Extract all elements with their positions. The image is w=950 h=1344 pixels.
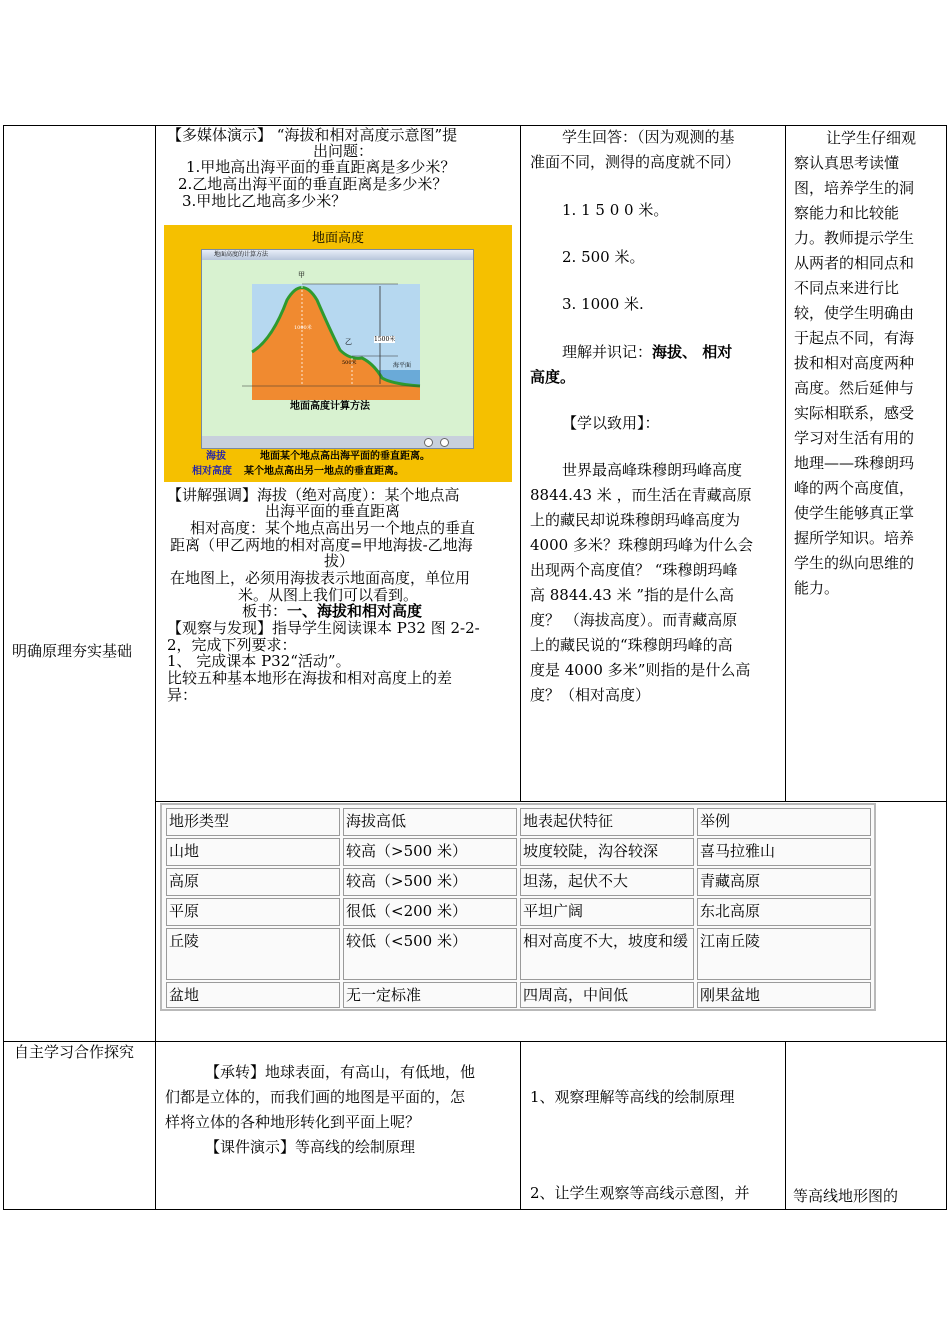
slide-window xyxy=(201,249,474,449)
stop-icon xyxy=(440,438,449,447)
table-cell: 较高（>500 米） xyxy=(343,868,517,896)
intent-line: 从两者的相同点和 xyxy=(794,254,915,272)
explain-line: 米。从图上我们可以看到。 xyxy=(238,586,419,604)
apply-line: 度？（相对高度） xyxy=(530,686,651,704)
answer-item: 3. 1000 米. xyxy=(562,295,644,313)
table-cell: 平坦广阔 xyxy=(520,898,694,926)
apply-line: 上的藏民说的“珠穆朗玛峰的高 xyxy=(530,636,733,654)
table-cell: 很低（<200 米） xyxy=(343,898,517,926)
question-item: 1.甲地高出海平面的垂直距离是多少米？ xyxy=(186,158,456,176)
intent-line: 较，使学生明确由 xyxy=(794,304,915,322)
apply-line: 世界最高峰珠穆朗玛峰高度 xyxy=(562,461,743,479)
observe-line: 2，完成下列要求： xyxy=(167,636,297,654)
section-label-2: 自主学习合作探究 xyxy=(14,1043,135,1061)
table-cell: 青藏高原 xyxy=(697,868,871,896)
window-titlebar: 地面高度的计算方法 xyxy=(202,250,473,260)
board-note xyxy=(242,602,422,620)
intent-line: 实际相联系，感受 xyxy=(794,404,915,422)
intent-line: 图，培养学生的洞 xyxy=(794,179,915,197)
answer-line: 学生回答：（因为观测的基 xyxy=(562,128,735,146)
label-yi: 乙 xyxy=(345,338,352,346)
intent-line: 让学生仔细观 xyxy=(826,129,917,147)
label-500: 500米 xyxy=(342,360,357,366)
apply-line: 度？ （海拔高度）。而青藏高原 xyxy=(530,611,738,629)
table-cell: 四周高，中间低 xyxy=(520,982,694,1008)
explain-line: 距离（甲乙两地的相对高度=甲地海拔-乙地海 xyxy=(170,536,473,554)
play-icon xyxy=(424,438,433,447)
label-1500: 1500米 xyxy=(374,336,396,343)
table-cell: 江南丘陵 xyxy=(697,928,871,980)
teacher-line: 【承转】地球表面，有高山，有低地，他 xyxy=(205,1063,476,1081)
answer-item: 2. 500 米。 xyxy=(562,248,645,266)
memo-terms-end: 高度。 xyxy=(530,368,576,386)
student-line: 2、让学生观察等高线示意图，并 xyxy=(530,1184,750,1202)
apply-line: 8844.43 米 ，而生活在青藏高原 xyxy=(530,486,752,504)
table-cell: 无一定标准 xyxy=(343,982,517,1008)
table-header-cell: 地形类型 xyxy=(166,808,340,836)
table-header-cell: 海拔高低 xyxy=(343,808,517,836)
student-line: 1、观察理解等高线的绘制原理 xyxy=(530,1088,735,1106)
apply-line: 出现两个高度值？ “珠穆朗玛峰 xyxy=(530,561,738,579)
teacher-line: 们都是立体的，而我们画的地图是平面的，怎 xyxy=(165,1088,466,1106)
figure-title: 地面高度 xyxy=(311,231,364,246)
intent-line: 学生的纵向思维的 xyxy=(794,554,915,572)
observe-line: 【观察与发现】指导学生阅读课本 P32 图 2-2- xyxy=(167,619,480,637)
explain-line: 【讲解强调】海拔（绝对高度）：某个地点高 xyxy=(167,486,460,504)
intent-line: 握所学知识。培养 xyxy=(794,529,915,547)
intent-line-2: 等高线地形图的 xyxy=(793,1187,899,1205)
multimedia-line: 出问题： xyxy=(313,142,374,160)
table-cell: 喜马拉雅山 xyxy=(697,838,871,866)
terrain-table xyxy=(160,803,876,1011)
table-cell: 刚果盆地 xyxy=(697,982,871,1008)
apply-line: 高 8844.43 米 ”指的是什么高 xyxy=(530,586,735,604)
memo-line xyxy=(562,343,732,361)
teacher-line: 样将立体的各种地形转化到平面上呢？ xyxy=(165,1113,421,1131)
table-cell: 平原 xyxy=(166,898,340,926)
label-jia: 甲 xyxy=(298,271,305,279)
table-cell: 坦荡，起伏不大 xyxy=(520,868,694,896)
memo-prefix: 理解并识记： xyxy=(562,343,653,361)
board-heading: 一、海拔和相对高度 xyxy=(287,602,423,620)
intent-line: 察能力和比较能 xyxy=(794,204,900,222)
intent-line: 使学生能够真正掌 xyxy=(794,504,915,522)
apply-heading: 【学以致用】： xyxy=(562,414,660,432)
section-label-1: 明确原理夯实基础 xyxy=(12,642,133,660)
explain-line: 相对高度：某个地点高出另一个地点的垂直 xyxy=(190,519,476,537)
observe-line: 异： xyxy=(167,686,198,704)
table-cell: 高原 xyxy=(166,868,340,896)
figure-caption: 地面高度计算方法 xyxy=(290,401,370,412)
def-text-altitude: 地面某个地点高出海平面的垂直距离。 xyxy=(260,451,430,462)
def-text-relative: 某个地点高出另一地点的垂直距离。 xyxy=(244,466,404,477)
table-cell: 东北高原 xyxy=(697,898,871,926)
explain-line: 在地图上，必须用海拔表示地面高度，单位用 xyxy=(170,569,471,587)
intent-line: 能力。 xyxy=(794,579,840,597)
def-term-altitude: 海拔 xyxy=(206,451,226,462)
apply-line: 4000 多米？珠穆朗玛峰为什么会 xyxy=(530,536,753,554)
table-cell: 较低（<500 米） xyxy=(343,928,517,980)
multimedia-line: 【多媒体演示】 “海拔和相对高度示意图”提 xyxy=(167,126,458,144)
answer-item: 1. 1 5 0 0 米。 xyxy=(562,201,669,219)
height-diagram-figure xyxy=(164,225,512,482)
teacher-line: 【课件演示】等高线的绘制原理 xyxy=(205,1138,416,1156)
table-cell: 相对高度不大，坡度和缓 xyxy=(520,928,694,980)
question-item: 2.乙地高出海平面的垂直距离是多少米？ xyxy=(178,175,448,193)
memo-terms: 海拔、 相对 xyxy=(652,343,733,361)
window-footer xyxy=(202,436,473,448)
intent-line: 察认真思考读懂 xyxy=(794,154,900,172)
table-cell: 盆地 xyxy=(166,982,340,1008)
def-term-relative: 相对高度 xyxy=(192,466,232,477)
intent-line: 于起点不同，有海 xyxy=(794,329,915,347)
table-header-cell: 地表起伏特征 xyxy=(520,808,694,836)
table-cell: 坡度较陡，沟谷较深 xyxy=(520,838,694,866)
intent-line: 高度。然后延伸与 xyxy=(794,379,915,397)
explain-line: 拔） xyxy=(324,552,355,570)
intent-line: 学习对生活有用的 xyxy=(794,429,915,447)
explain-line: 出海平面的垂直距离 xyxy=(265,502,401,520)
intent-line: 峰的两个高度值， xyxy=(794,479,915,497)
table-cell: 较高（>500 米） xyxy=(343,838,517,866)
intent-line: 拔和相对高度两种 xyxy=(794,354,915,372)
question-item: 3.甲地比乙地高多少米？ xyxy=(182,192,347,210)
table-cell: 山地 xyxy=(166,838,340,866)
table-cell: 丘陵 xyxy=(166,928,340,980)
intent-line: 力。教师提示学生 xyxy=(794,229,915,247)
intent-line: 地理——珠穆朗玛 xyxy=(794,454,915,472)
label-1000: 1000米 xyxy=(294,325,312,331)
board-prefix: 板书： xyxy=(242,602,288,620)
observe-line: 比较五种基本地形在海拔和相对高度上的差 xyxy=(167,669,453,687)
intent-line: 不同点来进行比 xyxy=(794,279,900,297)
apply-line: 上的藏民却说珠穆朗玛峰高度为 xyxy=(530,511,741,529)
observe-line: 1、 完成课本 P32“活动”。 xyxy=(167,652,351,670)
table-header-cell: 举例 xyxy=(697,808,871,836)
answer-line: 准面不同，测得的高度就不同） xyxy=(530,153,741,171)
label-sea: 海平面 xyxy=(393,362,412,369)
apply-line: 度是 4000 多米”则指的是什么高 xyxy=(530,661,751,679)
